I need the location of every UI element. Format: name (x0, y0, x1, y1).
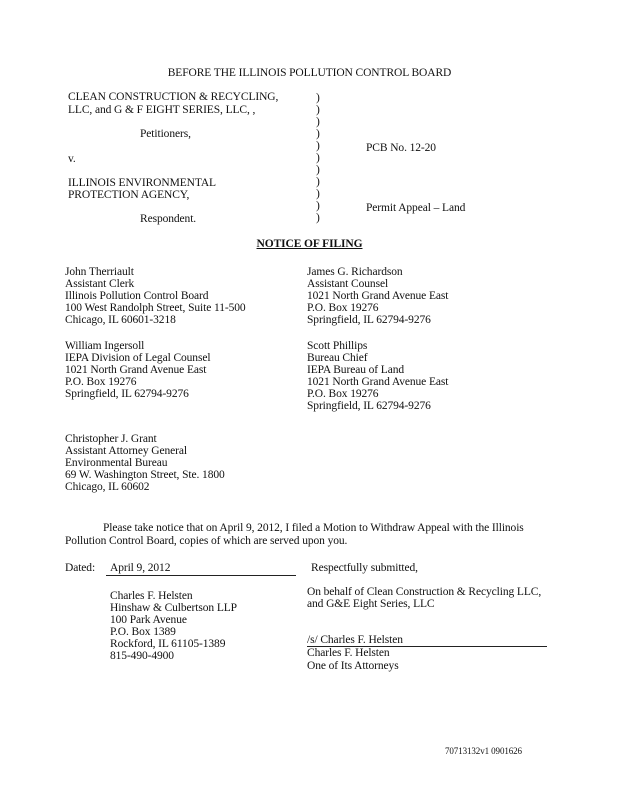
dated-label: Dated: (65, 562, 96, 574)
bracket-mark: ) (316, 188, 320, 200)
recipient-line: Assistant Counsel (307, 278, 389, 290)
recipient-line: Christopher J. Grant (65, 433, 157, 445)
respondent-line-2: PROTECTION AGENCY, (68, 189, 190, 201)
recipient-line: 1021 North Grand Avenue East (307, 376, 449, 388)
case-number: PCB No. 12-20 (366, 142, 436, 154)
versus: v. (68, 153, 76, 165)
notice-title: NOTICE OF FILING (256, 238, 363, 250)
recipient-line: Chicago, IL 60601-3218 (65, 314, 176, 326)
recipient-line: Illinois Pollution Control Board (65, 290, 209, 302)
recipient-line: P.O. Box 19276 (307, 302, 379, 314)
attorney-line: 100 Park Avenue (110, 614, 187, 626)
recipient-line: Springfield, IL 62794-9276 (65, 388, 189, 400)
recipient-line: Bureau Chief (307, 352, 368, 364)
bracket-mark: ) (316, 164, 320, 176)
recipient-line: Springfield, IL 62794-9276 (307, 314, 431, 326)
attorney-line: Rockford, IL 61105-1389 (110, 638, 226, 650)
recipient-line: P.O. Box 19276 (307, 388, 379, 400)
attorney-line: P.O. Box 1389 (110, 626, 176, 638)
attorney-line: Hinshaw & Culbertson LLP (110, 602, 237, 614)
on-behalf-line-2: and G&E Eight Series, LLC (307, 598, 435, 610)
bracket-mark: ) (316, 104, 320, 116)
petitioner-line-2: LLC, and G & F EIGHT SERIES, LLC, , (68, 104, 256, 116)
attorney-line: Charles F. Helsten (110, 590, 193, 602)
signature-name: Charles F. Helsten (307, 647, 390, 659)
respectfully-submitted: Respectfully submitted, (311, 562, 418, 574)
body-line-1: Please take notice that on April 9, 2012, I filed a Motion to Withdraw Appeal with the Illinois (103, 522, 524, 534)
bracket-mark: ) (316, 152, 320, 164)
body-line-2: Pollution Control Board, copies of which are served upon you. (65, 535, 348, 547)
recipient-line: IEPA Bureau of Land (307, 364, 405, 376)
bracket-mark: ) (316, 200, 320, 212)
recipient-line: James G. Richardson (307, 266, 403, 278)
recipient-line: John Therriault (65, 266, 134, 278)
recipient-line: Assistant Clerk (65, 278, 135, 290)
bracket-mark: ) (316, 116, 320, 128)
recipient-line: Chicago, IL 60602 (65, 481, 150, 493)
on-behalf-line-1: On behalf of Clean Construction & Recycling LLC, (307, 586, 542, 598)
respondent-line-1: ILLINOIS ENVIRONMENTAL (68, 177, 216, 189)
recipient-line: Scott Phillips (307, 340, 368, 352)
date-value: April 9, 2012 (110, 562, 171, 574)
bracket-mark: ) (316, 176, 320, 188)
bracket-mark: ) (316, 140, 320, 152)
recipient-line: 1021 North Grand Avenue East (65, 364, 207, 376)
signature-slash: /s/ Charles F. Helsten (307, 634, 403, 646)
recipient-line: 100 West Randolph Street, Suite 11-500 (65, 302, 246, 314)
board-title: BEFORE THE ILLINOIS POLLUTION CONTROL BOARD (167, 67, 452, 79)
recipient-line: William Ingersoll (65, 340, 145, 352)
recipient-line: IEPA Division of Legal Counsel (65, 352, 211, 364)
bracket-mark: ) (316, 212, 320, 224)
recipient-line: Environmental Bureau (65, 457, 168, 469)
recipient-line: 69 W. Washington Street, Ste. 1800 (65, 469, 225, 481)
signature-role: One of Its Attorneys (307, 660, 399, 672)
petitioners-label: Petitioners, (140, 128, 191, 140)
respondent-label: Respondent. (140, 213, 197, 225)
bracket-mark: ) (316, 92, 320, 104)
document-id: 70713132v1 0901626 (445, 746, 522, 756)
recipient-line: P.O. Box 19276 (65, 376, 137, 388)
recipient-line: 1021 North Grand Avenue East (307, 290, 449, 302)
case-type: Permit Appeal – Land (366, 202, 466, 214)
petitioner-line-1: CLEAN CONSTRUCTION & RECYCLING, (68, 91, 279, 103)
date-underline (106, 575, 296, 576)
recipient-line: Springfield, IL 62794-9276 (307, 400, 431, 412)
attorney-line: 815-490-4900 (110, 650, 174, 662)
recipient-line: Assistant Attorney General (65, 445, 187, 457)
bracket-mark: ) (316, 128, 320, 140)
